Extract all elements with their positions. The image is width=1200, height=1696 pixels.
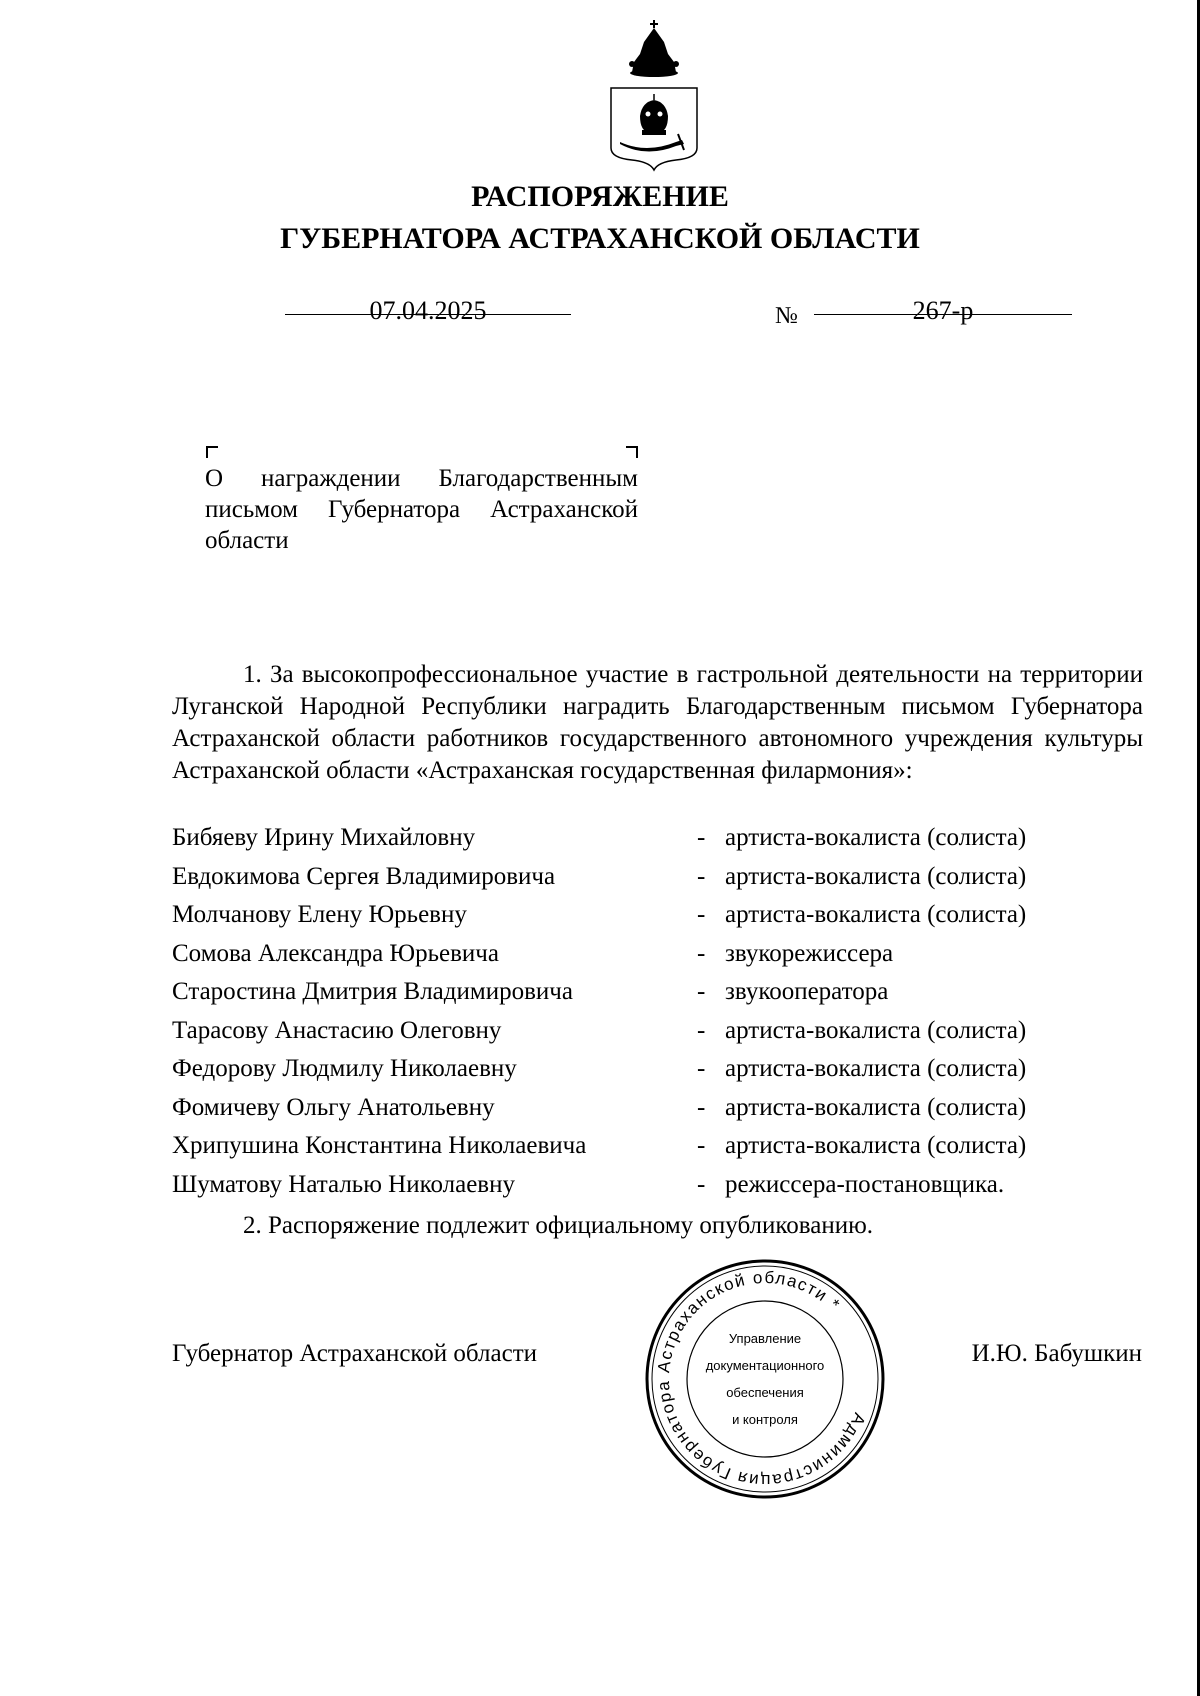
- awardee-dash: -: [697, 1016, 706, 1044]
- awardee-row: [172, 1054, 1072, 1093]
- seal-inner-line: документационного: [705, 1358, 825, 1373]
- awardee-position: артиста-вокалиста (солиста): [725, 862, 1027, 890]
- awardee-position: артиста-вокалиста (солиста): [725, 1016, 1027, 1044]
- paragraph-2: 2. Распоряжение подлежит официальному опубликованию.: [243, 1212, 874, 1239]
- awardee-name: Хрипушина Константина Николаевича: [172, 1132, 587, 1159]
- issuer-title: ГУБЕРНАТОРА АСТРАХАНСКОЙ ОБЛАСТИ: [280, 222, 920, 255]
- document-subject: О награждении Благодарственным письмом Губернатора Астраханской области: [205, 465, 638, 554]
- awardee-name: Тарасову Анастасию Олеговну: [172, 1016, 502, 1044]
- astrakhan-coat-of-arms-icon: [606, 18, 702, 172]
- seal-inner-line: Управление: [728, 1331, 802, 1346]
- subject-corner-right: [626, 446, 638, 458]
- paragraph-1: 1. За высокопрофессиональное участие в гастрольной деятельности на территории Луганской Народной Республики наградить Благодарственным письмом Губернатора Астраханской области работников государственного автономного учреждения культуры Астраханской области «Астраханская государственная филармония»:: [172, 661, 1143, 784]
- signatory-position: Губернатор Астраханской области: [172, 1340, 538, 1367]
- awardee-name: Молчанову Елену Юрьевну: [172, 901, 467, 928]
- awardee-dash: -: [697, 978, 706, 1005]
- seal-inner-text: [694, 1325, 836, 1433]
- awardee-dash: -: [697, 1132, 706, 1159]
- awardee-dash: -: [697, 862, 706, 890]
- awardee-name: Бибяеву Ирину Михайловну: [172, 824, 476, 851]
- seal-outer-text: Администрация Губернатора Астраханской области *: [653, 1267, 870, 1491]
- awardee-dash: -: [697, 901, 706, 928]
- awardee-row: [172, 823, 1072, 862]
- signatory-name: И.Ю. Бабушкин: [971, 1340, 1142, 1367]
- awardee-position: артиста-вокалиста (солиста): [725, 901, 1027, 928]
- awardee-row: [172, 1093, 1072, 1132]
- awardee-name: Федорову Людмилу Николаевну: [172, 1055, 517, 1082]
- awardee-row: [172, 900, 1072, 939]
- awardee-position: артиста-вокалиста (солиста): [725, 1132, 1027, 1159]
- awardee-position: режиссера-постановщика.: [725, 1170, 1005, 1198]
- awardee-dash: -: [697, 1170, 706, 1198]
- awardee-row: [172, 1170, 1072, 1209]
- awardee-dash: -: [697, 1093, 706, 1121]
- document-number: 267-р: [912, 296, 974, 325]
- awardee-row: [172, 977, 1072, 1016]
- awardee-name: Евдокимова Сергея Владимировича: [172, 862, 556, 890]
- awardee-name: Старостина Дмитрия Владимировича: [172, 978, 573, 1005]
- awardee-position: артиста-вокалиста (солиста): [725, 1093, 1027, 1121]
- awardee-dash: -: [697, 824, 706, 851]
- number-underline: [814, 314, 1072, 315]
- awardee-name: Фомичеву Ольгу Анатольевну: [172, 1093, 495, 1121]
- awardee-name: Шуматову Наталью Николаевну: [172, 1170, 515, 1198]
- number-sign: №: [775, 303, 798, 329]
- date-underline: [285, 314, 571, 315]
- subject-corner-left: [206, 446, 218, 458]
- awardee-position: звукооператора: [725, 978, 889, 1005]
- awardee-position: звукорежиссера: [725, 939, 894, 967]
- document-type-title: РАСПОРЯЖЕНИЕ: [471, 180, 729, 213]
- awardee-row: [172, 862, 1072, 901]
- awardee-name: Сомова Александра Юрьевича: [172, 939, 499, 967]
- document-date: 07.04.2025: [369, 296, 487, 325]
- awardee-row: [172, 1016, 1072, 1055]
- awardee-position: артиста-вокалиста (солиста): [725, 1055, 1027, 1082]
- awardee-row: [172, 939, 1072, 978]
- awardee-dash: -: [697, 939, 706, 967]
- seal-inner-line: обеспечения: [726, 1385, 804, 1400]
- awardee-list: [172, 823, 1072, 1208]
- seal-inner-line: и контроля: [732, 1412, 798, 1427]
- awardee-dash: -: [697, 1055, 706, 1082]
- awardee-position: артиста-вокалиста (солиста): [725, 824, 1027, 851]
- awardee-row: [172, 1131, 1072, 1170]
